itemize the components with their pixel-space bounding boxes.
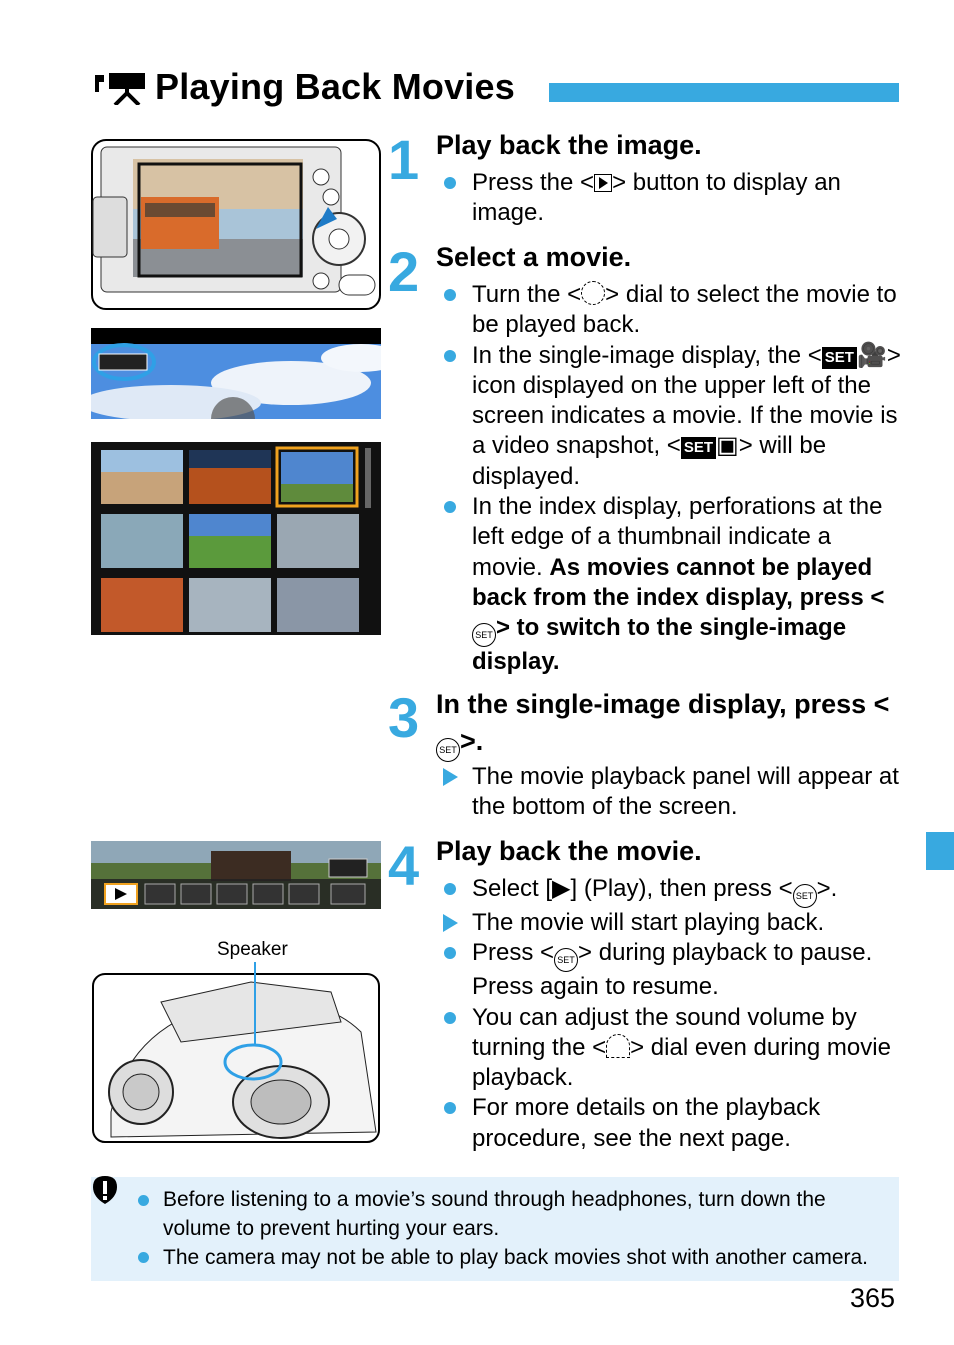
- list-item: In the index display, perforations at the left edge of a thumbnail indicate a movie. As movies cannot be played back from the index display, press <SET > to switch to the single-image display.: [436, 492, 906, 677]
- step-1-body: [436, 168, 906, 229]
- step-number: 2: [388, 240, 420, 303]
- single-image-display: [91, 328, 381, 419]
- quick-control-dial-icon: [581, 281, 605, 305]
- page-number: 365: [850, 1283, 896, 1313]
- playback-button-icon: [594, 174, 612, 192]
- set-button-icon: SET: [554, 948, 578, 972]
- list-item: Press the < > button to display an image.: [436, 168, 906, 229]
- step-title: Select a movie.: [436, 242, 632, 272]
- title-bar: [549, 83, 899, 102]
- set-movie-icon: SET: [822, 347, 857, 369]
- main-dial-icon: [606, 1034, 630, 1058]
- playback-panel-image: [91, 841, 381, 909]
- step-title: Play back the movie.: [436, 836, 702, 866]
- note-bullet: [138, 1252, 149, 1263]
- index-display: [91, 442, 381, 635]
- list-item: Turn the < > dial to select the movie to be played back.: [436, 280, 906, 341]
- list-item: The movie will start playing back.: [436, 908, 906, 938]
- step-2-body: [436, 280, 906, 678]
- caution-note: [91, 1177, 899, 1281]
- play-icon: ▶: [552, 875, 571, 902]
- set-video-snapshot-icon: SET: [681, 437, 716, 459]
- step-number: 1: [388, 128, 420, 191]
- page-title: [95, 66, 515, 108]
- list-item: The movie playback panel will appear at the bottom of the screen.: [436, 762, 906, 823]
- set-button-icon: SET: [436, 738, 460, 762]
- note-text: Before listening to a movie’s sound through headphones, turn down the volume to prevent hurting your ears.: [163, 1188, 826, 1240]
- list-item: Select [▶] (Play), then press < SET >.: [436, 874, 906, 908]
- list-item: Press < SET > during playback to pause. Press again to resume.: [436, 938, 906, 1002]
- caution-icon: [92, 1175, 118, 1205]
- step-title: In the single-image display, press <SET >.: [436, 686, 906, 762]
- step-4-body: [436, 874, 906, 1154]
- set-button-icon: SET: [472, 623, 496, 647]
- chapter-tab: [926, 832, 954, 870]
- note-bullet: [138, 1195, 149, 1206]
- note-text: The camera may not be able to play back movies shot with another camera.: [163, 1246, 869, 1269]
- speaker-label: Speaker: [217, 939, 288, 960]
- movie-icon: 🎥: [856, 341, 887, 369]
- step-number: 4: [388, 834, 420, 897]
- page-title-text: Playing Back Movies: [155, 66, 515, 107]
- list-item: You can adjust the sound volume by turning the < > dial even during movie playback.: [436, 1003, 906, 1094]
- camera-top-image: [91, 962, 381, 1144]
- step-number: 3: [388, 686, 420, 749]
- list-item: For more details on the playback procedure, see the next page.: [436, 1093, 906, 1154]
- video-snapshot-icon: ▣: [716, 432, 739, 460]
- step-title: Play back the image.: [436, 130, 702, 160]
- list-item: In the single-image display, the < SET 🎥> icon displayed on the upper left of the screen indicates a movie. If the movie is a video snapshot, < SET ▣> will be displayed.: [436, 341, 906, 492]
- movie-icon: [95, 69, 147, 105]
- set-button-icon: SET: [793, 884, 817, 908]
- step-3-body: [436, 762, 906, 823]
- camera-back-image: [91, 139, 381, 310]
